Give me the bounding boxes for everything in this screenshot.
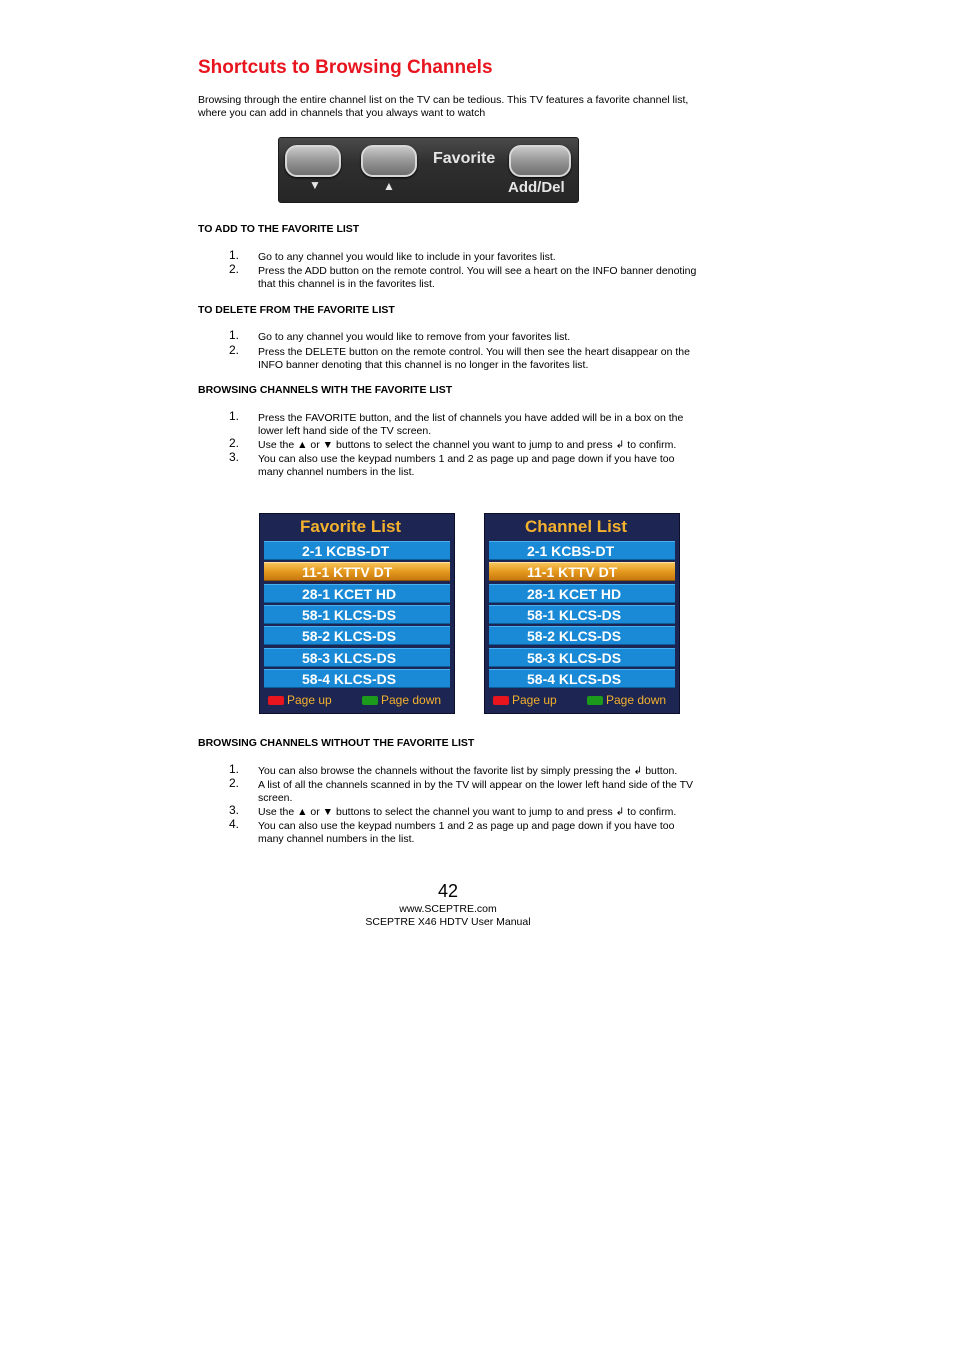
add-del-button-image [509,145,571,177]
section-heading-with-favorite: BROWSING CHANNELS WITH THE FAVORITE LIST [198,384,453,396]
step-text: You can also use the keypad numbers 1 and 2 as page up and page down if you have too many channel numbers in the list. [258,453,675,478]
footer-website: www.SCEPTRE.com [399,903,497,915]
step-number: 2. [229,262,240,276]
page-down-hint [587,690,666,710]
step-text: A list of all the channels scanned in by the TV will appear on the lower left hand side of the TV screen. [258,779,694,804]
step-text: Use the ▲ or ▼ buttons to select the channel you want to jump to and press ↲ to confirm. [258,439,677,451]
channel-row: 2-1 KCBS-DT [264,541,450,560]
step-number: 1. [229,248,240,262]
intro-paragraph: Browsing through the entire channel list on the TV can be tedious. This TV features a favorite channel list, where you can add in channels that you always want to watch [198,94,689,119]
channel-row: 58-2 KLCS-DS [489,626,675,645]
channel-row: 58-1 KLCS-DS [489,605,675,624]
step-text: Press the ADD button on the remote control. You will see a heart on the INFO banner denoting that this channel is in the favorites list. [258,265,697,290]
channel-row: 58-2 KLCS-DS [264,626,450,645]
up-button-image [361,145,417,177]
red-key-icon [268,696,284,705]
list-item [229,328,699,344]
step-number: 2. [229,436,240,450]
step-text: Press the FAVORITE button, and the list of channels you have added will be in a box on the lower left hand side of the TV screen. [258,412,684,437]
list-item [229,762,699,778]
section-heading-delete: TO DELETE FROM THE FAVORITE LIST [198,304,395,316]
with-favorite-steps-list [229,409,699,479]
green-key-icon [587,696,603,705]
page-down-label: Page down [381,693,442,707]
channel-row: 58-4 KLCS-DS [489,669,675,688]
page-down-label: Page down [606,693,667,707]
channel-row: 58-4 KLCS-DS [264,669,450,688]
add-steps-list [229,248,699,291]
channel-list-title: Channel List [525,517,628,536]
footer-manual-title: SCEPTRE X46 HDTV User Manual [365,916,531,928]
favorite-list-title: Favorite List [300,517,402,536]
list-item [229,776,699,805]
page-up-hint [493,690,557,710]
list-item [229,803,699,819]
list-item [229,409,699,438]
page-title: Shortcuts to Browsing Channels [198,57,493,78]
channel-row-selected: 11-1 KTTV DT [264,562,450,581]
list-item [229,450,699,479]
channel-list-footer [489,690,675,710]
channel-row: 58-1 KLCS-DS [264,605,450,624]
channel-row: 28-1 KCET HD [489,584,675,603]
favorite-list-footer [264,690,450,710]
channel-row-selected: 11-1 KTTV DT [489,562,675,581]
down-button-image [285,145,341,177]
step-text: Go to any channel you would like to include in your favorites list. [258,251,556,263]
step-number: 2. [229,343,240,357]
add-del-label: Add/Del [508,179,565,196]
page-up-hint [268,690,332,710]
step-number: 3. [229,803,240,817]
channel-row: 2-1 KCBS-DT [489,541,675,560]
up-arrow-icon: ▲ [383,179,395,193]
step-text: You can also use the keypad numbers 1 and 2 as page up and page down if you have too many channel numbers in the list. [258,820,675,845]
page-down-hint [362,690,441,710]
page-up-label: Page up [287,693,332,707]
channel-row: 58-3 KLCS-DS [489,648,675,667]
without-favorite-steps-list [229,762,699,846]
step-text: Go to any channel you would like to remove from your favorites list. [258,331,571,343]
step-text: Use the ▲ or ▼ buttons to select the channel you want to jump to and press ↲ to confirm. [258,806,677,818]
list-item [229,436,699,452]
remote-control-image [278,137,579,203]
list-item [229,817,699,846]
red-key-icon [493,696,509,705]
channel-row: 58-3 KLCS-DS [264,648,450,667]
step-number: 3. [229,450,240,464]
favorite-list-screen [259,513,455,714]
step-number: 1. [229,762,240,776]
step-number: 2. [229,776,240,790]
delete-steps-list [229,328,699,372]
page-number: 42 [437,881,459,901]
favorite-label: Favorite [433,150,496,167]
list-item [229,262,699,291]
step-number: 4. [229,817,240,831]
list-item [229,248,699,264]
step-text: You can also browse the channels without the favorite list by simply pressing the ↲ button. [258,765,678,777]
down-arrow-icon: ▼ [309,178,321,192]
step-number: 1. [229,328,240,342]
step-text: Press the DELETE button on the remote control. You will then see the heart disappear on the INFO banner denoting that this channel is no longer in the favorites list. [258,346,690,371]
section-heading-without-favorite: BROWSING CHANNELS WITHOUT THE FAVORITE LIST [198,737,475,749]
channel-list-screen [484,513,680,714]
section-heading-add: TO ADD TO THE FAVORITE LIST [198,223,360,235]
green-key-icon [362,696,378,705]
list-item [229,343,699,372]
step-number: 1. [229,409,240,423]
channel-row: 28-1 KCET HD [264,584,450,603]
page-up-label: Page up [512,693,557,707]
